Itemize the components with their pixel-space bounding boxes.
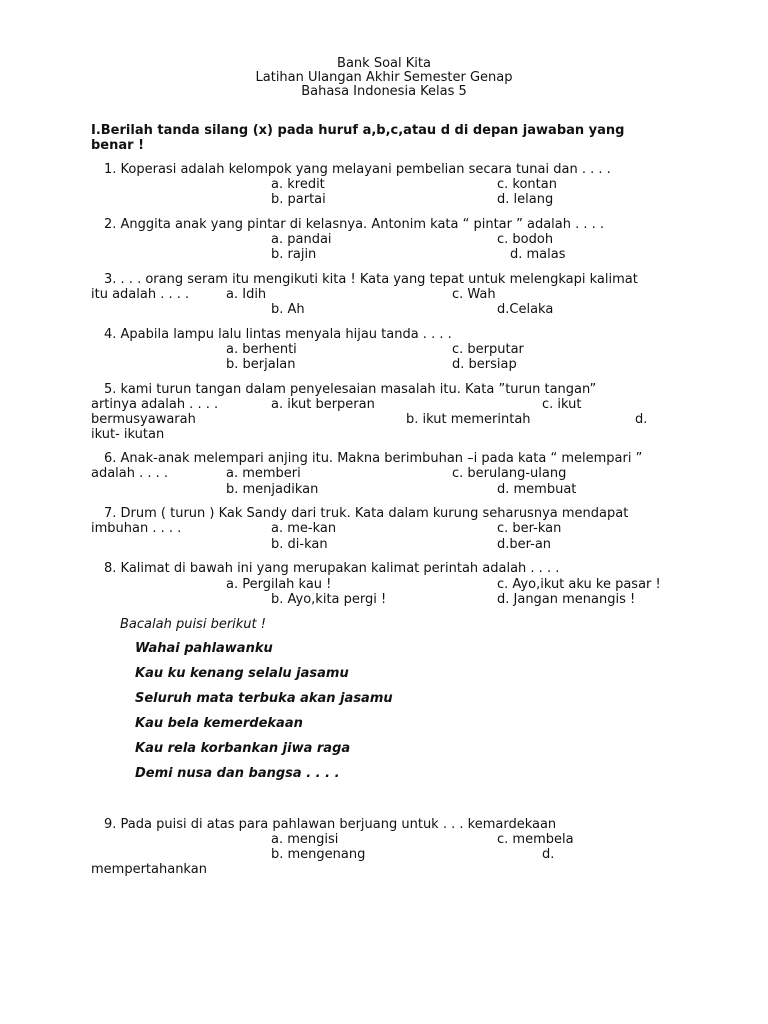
poem-line: Kau ku kenang selalu jasamu (135, 666, 349, 681)
question-1-option-c: c. kontan (497, 177, 557, 192)
question-1-option-d: d. lelang (497, 192, 554, 207)
poem-line: Kau bela kemerdekaan (135, 716, 303, 731)
question-8-option-a: a. Pergilah kau ! (226, 577, 332, 592)
question-4-option-d: d. bersiap (452, 357, 517, 372)
question-4-option-a: a. berhenti (226, 342, 297, 357)
poem-line: Kau rela korbankan jiwa raga (135, 741, 351, 756)
doc-source-title: Bank Soal Kita (337, 56, 431, 71)
question-5-option-c: c. ikut (542, 397, 582, 412)
poem-line: Demi nusa dan bangsa . . . . (135, 766, 340, 781)
question-8-option-c: c. Ayo,ikut aku ke pasar ! (497, 577, 661, 592)
poem-line: Wahai pahlawanku (135, 641, 273, 656)
question-9-stem: 9. Pada puisi di atas para pahlawan berjuang untuk . . . kemardekaan (104, 817, 557, 832)
question-5-option-d-continued: ikut- ikutan (91, 427, 165, 442)
question-5-option-a: a. ikut berperan (271, 397, 375, 412)
question-5-stem-line-2: artinya adalah . . . . (91, 397, 219, 412)
poem-line: Seluruh mata terbuka akan jasamu (135, 691, 393, 706)
question-7-stem-line-1: 7. Drum ( turun ) Kak Sandy dari truk. Kata dalam kurung seharusnya mendapat (104, 506, 629, 521)
question-8-option-d: d. Jangan menangis ! (497, 592, 636, 607)
question-5-option-d: d. (635, 412, 648, 427)
question-4-option-c: c. berputar (452, 342, 524, 357)
question-2-option-d: d. malas (510, 247, 566, 262)
question-7-stem-line-2: imbuhan . . . . (91, 521, 182, 536)
question-9-option-b: b. mengenang (271, 847, 366, 862)
question-3-option-a: a. Idih (226, 287, 267, 302)
instruction-line-1: I.Berilah tanda silang (x) pada huruf a,b,c,atau d di depan jawaban yang (91, 123, 625, 138)
question-9-option-a: a. mengisi (271, 832, 339, 847)
question-6-option-c: c. berulang-ulang (452, 466, 567, 481)
question-3-option-c: c. Wah (452, 287, 496, 302)
question-6-option-b: b. menjadikan (226, 482, 319, 497)
question-6-stem-line-2: adalah . . . . (91, 466, 169, 481)
instruction-line-2: benar ! (91, 138, 145, 153)
question-1-option-a: a. kredit (271, 177, 325, 192)
question-2-option-a: a. pandai (271, 232, 332, 247)
question-9-option-d-continued: mempertahankan (91, 862, 207, 877)
question-5-stem-line-1: 5. kami turun tangan dalam penyelesaian masalah itu. Kata ”turun tangan” (104, 382, 597, 397)
question-9-option-d: d. (542, 847, 555, 862)
question-6-option-d: d. membuat (497, 482, 577, 497)
question-7-option-d: d.ber-an (497, 537, 552, 552)
poem-intro: Bacalah puisi berikut ! (120, 617, 266, 632)
question-7-option-b: b. di-kan (271, 537, 328, 552)
question-5-option-b: b. ikut memerintah (406, 412, 531, 427)
question-7-option-a: a. me-kan (271, 521, 337, 536)
doc-exam-title: Latihan Ulangan Akhir Semester Genap (255, 70, 513, 85)
question-3-stem-line-2: itu adalah . . . . (91, 287, 190, 302)
question-1-stem: 1. Koperasi adalah kelompok yang melayani pembelian secara tunai dan . . . . (104, 162, 611, 177)
question-6-stem-line-1: 6. Anak-anak melempari anjing itu. Makna berimbuhan –i pada kata “ melempari ” (104, 451, 643, 466)
question-2-option-b: b. rajin (271, 247, 317, 262)
doc-subject-title: Bahasa Indonesia Kelas 5 (301, 84, 467, 99)
question-8-stem: 8. Kalimat di bawah ini yang merupakan kalimat perintah adalah . . . . (104, 561, 560, 576)
question-3-stem-line-1: 3. . . . orang seram itu mengikuti kita ! Kata yang tepat untuk melengkapi kalimat (104, 272, 638, 287)
question-3-option-b: b. Ah (271, 302, 305, 317)
question-6-option-a: a. memberi (226, 466, 301, 481)
question-1-option-b: b. partai (271, 192, 326, 207)
question-2-option-c: c. bodoh (497, 232, 554, 247)
question-8-option-b: b. Ayo,kita pergi ! (271, 592, 387, 607)
question-9-option-c: c. membela (497, 832, 574, 847)
question-5-option-c-continued: bermusyawarah (91, 412, 196, 427)
question-4-stem: 4. Apabila lampu lalu lintas menyala hijau tanda . . . . (104, 327, 452, 342)
question-3-option-d: d.Celaka (497, 302, 554, 317)
question-4-option-b: b. berjalan (226, 357, 296, 372)
question-7-option-c: c. ber-kan (497, 521, 562, 536)
question-2-stem: 2. Anggita anak yang pintar di kelasnya. Antonim kata “ pintar ” adalah . . . . (104, 217, 605, 232)
